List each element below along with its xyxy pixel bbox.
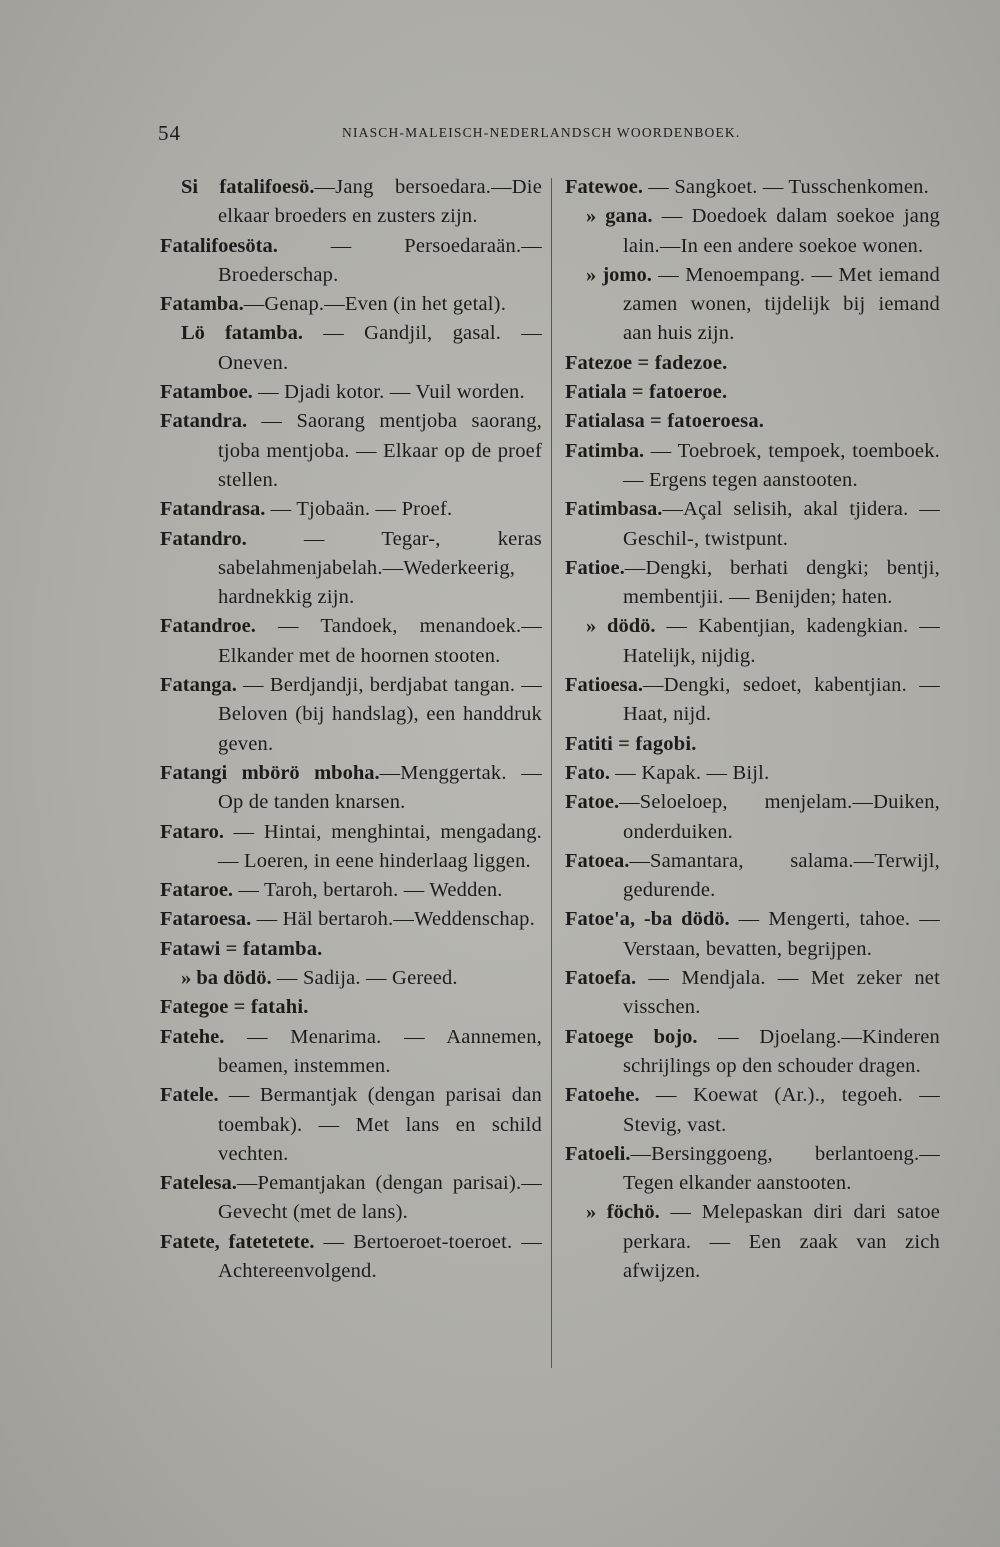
entry-definition: —Samantara, salama.—Terwijl, gedurende. [623, 849, 940, 902]
dictionary-entry [565, 437, 940, 496]
dictionary-entry [565, 1140, 940, 1199]
dictionary-entry [160, 319, 542, 378]
entry-headword: Fataroe. [160, 879, 234, 902]
entry-headword: Fatimbasa. [565, 498, 663, 521]
entry-definition: — Kapak. — Bijl. [609, 761, 770, 784]
entry-definition: —Menggertak. — Op de tanden knarsen. [218, 761, 542, 814]
entry-definition: = fadezoe. [632, 351, 728, 374]
dictionary-entry [160, 671, 542, 759]
entry-definition: — Tjobaän. — Proef. [265, 498, 453, 521]
entry-headword: Fatewoe. [565, 176, 643, 198]
entry-definition: — Gandjil, gasal. — Oneven. [218, 322, 542, 374]
entry-definition: — Djadi kotor. — Vuil worden. [252, 381, 525, 404]
dictionary-entry [160, 1081, 542, 1169]
dictionary-entry [160, 525, 542, 613]
right-column [565, 173, 940, 1286]
entry-headword: Fatoe'a, -ba dödö. [565, 908, 730, 931]
dictionary-entry [160, 1169, 542, 1228]
dictionary-entry [160, 935, 542, 964]
entry-definition: — Djoelang.—Kinderen schrijlings op den schouder dragen. [623, 1025, 940, 1077]
dictionary-entry [565, 407, 940, 436]
entry-definition: — Tandoek, menandoek.—Elkander met de hoornen stooten. [218, 615, 542, 667]
dictionary-entry [565, 847, 940, 906]
entry-definition: —Seloeloep, menjelam.—Duiken, onderduiken. [619, 791, 940, 843]
entry-headword: Fato. [565, 761, 610, 784]
entry-headword: Fatoe. [565, 791, 620, 814]
entry-definition: = fatoeroe. [626, 381, 728, 404]
dictionary-entry [565, 261, 940, 349]
entry-headword: Fatialasa [565, 410, 645, 433]
entry-headword: Fatoeli. [565, 1142, 631, 1165]
entry-definition: —Jang bersoedara.—Die elkaar broeders en zusters zijn. [218, 176, 543, 228]
entry-headword: » föchö. [586, 1201, 660, 1224]
dictionary-entry [160, 407, 542, 495]
dictionary-entry [160, 1023, 542, 1082]
entry-definition: — Berdjandji, berdjabat tangan. — Beloven (bij handslag), een handdruk geven. [218, 674, 542, 755]
entry-definition: — Sadija. — Gereed. [271, 967, 458, 990]
entry-headword: Fatoea. [565, 849, 630, 872]
dictionary-entry [160, 993, 542, 1022]
entry-definition: — Häl bertaroh.—Weddenschap. [251, 908, 535, 931]
dictionary-entry [565, 202, 940, 261]
entry-headword: » gana. [586, 205, 653, 228]
entry-headword: Fatangi mbörö mboha. [160, 761, 380, 784]
entry-definition: —Genap.—Even (in het getal). [243, 293, 507, 316]
dictionary-entry [565, 1023, 940, 1082]
entry-headword: Fataro. [160, 820, 224, 843]
entry-definition: — Mengerti, tahoe. — Verstaan, bevatten, begrijpen. [623, 908, 940, 960]
dictionary-entry [565, 378, 940, 407]
entry-headword: Fatiala [565, 381, 627, 404]
entry-headword: » dödö. [586, 615, 656, 638]
entry-definition: = fatamba. [220, 937, 323, 960]
dictionary-entry [160, 612, 542, 671]
dictionary-entry [160, 290, 542, 319]
dictionary-entry [565, 554, 940, 613]
dictionary-entry [160, 964, 542, 993]
entry-definition: — Persoedaraän.—Broederschap. [218, 234, 542, 286]
entry-headword: Fataroesa. [160, 908, 252, 931]
entry-definition: — Menarima. — Aannemen, beamen, instemmen. [218, 1025, 542, 1077]
entry-headword: Fatehe. [160, 1025, 225, 1048]
entry-definition: — Tegar-, keras sabelahmenjabelah.—Wederkeerig, hardnekkig zijn. [218, 527, 542, 609]
dictionary-entry [160, 876, 542, 905]
dictionary-entry [565, 671, 940, 730]
entry-definition: — Doedoek dalam soekoe jang lain.—In een andere soekoe wonen. [623, 205, 940, 257]
entry-headword: » ba dödö. [181, 967, 272, 990]
dictionary-entry [565, 173, 940, 202]
entry-headword: Fatawi [160, 937, 221, 960]
entry-headword: Fatandroe. [160, 615, 256, 638]
dictionary-entry [565, 349, 940, 378]
dictionary-entry [565, 1198, 940, 1286]
dictionary-entry [160, 495, 542, 524]
entry-headword: Fatoefa. [565, 967, 637, 990]
entry-definition: — Sangkoet. — Tusschenkomen. [642, 176, 929, 198]
entry-definition: —Bersinggoeng, berlantoeng.—Tegen elkander aanstooten. [623, 1142, 940, 1195]
entry-definition: — Bermantjak (dengan parisai dan toembak). — Met lans en schild vechten. [218, 1084, 542, 1165]
dictionary-entry [565, 612, 940, 671]
entry-headword: Fatimba. [565, 439, 645, 462]
column-divider [551, 178, 552, 1368]
dictionary-entry [565, 964, 940, 1023]
entry-headword: Fatamba. [160, 293, 244, 316]
entry-definition: = fagobi. [612, 732, 697, 755]
entry-definition: — Kabentjian, kadengkian. — Hatelijk, nijdig. [623, 615, 940, 667]
entry-headword: Fatalifoesöta. [160, 234, 278, 257]
entry-definition: — Taroh, bertaroh. — Wedden. [233, 879, 503, 902]
dictionary-entry [160, 173, 542, 232]
entry-headword: » jomo. [586, 263, 652, 286]
dictionary-entry [565, 788, 940, 847]
entry-headword: Fatelesa. [160, 1172, 237, 1195]
dictionary-entry [565, 730, 940, 759]
dictionary-entry [160, 759, 542, 818]
dictionary-entry [160, 232, 542, 291]
entry-headword: Fatioe. [565, 556, 625, 579]
entry-definition: — Melepaskan diri dari satoe perkara. — Een zaak van zich afwijzen. [623, 1201, 940, 1282]
running-title: NIASCH-MALEISCH-NEDERLANDSCH WOORDENBOEK. [342, 125, 741, 140]
entry-definition: — Saorang mentjoba saorang, tjoba mentjoba. — Elkaar op de proef stellen. [218, 410, 542, 491]
entry-headword: Fategoe [160, 996, 229, 1019]
entry-definition: — Menoempang. — Met iemand zamen wonen, tijdelijk bij iemand aan huis zijn. [623, 263, 941, 345]
entry-headword: Fatoege bojo. [565, 1025, 698, 1048]
dictionary-entry [565, 759, 940, 788]
dictionary-entry [160, 818, 542, 877]
entry-definition: = fatoeroesa. [644, 410, 765, 433]
entry-definition: —Açal selisih, akal tjidera. — Geschil-, twistpunt. [623, 498, 940, 550]
entry-definition: — Toebroek, tempoek, toemboek. — Ergens tegen aanstooten. [623, 439, 940, 491]
entry-headword: Fatioesa. [565, 674, 643, 697]
dictionary-entry [160, 905, 542, 934]
entry-definition: = fatahi. [228, 996, 309, 1019]
entry-definition: — Hintai, menghintai, mengadang. — Loeren, in eene hinderlaag liggen. [218, 820, 542, 872]
entry-headword: Si fatalifoesö. [181, 176, 315, 198]
entry-definition: —Dengki, berhati dengki; bentji, membentjii. — Benijden; haten. [623, 556, 940, 609]
entry-headword: Fatiti [565, 732, 613, 755]
dictionary-entry [565, 905, 940, 964]
entry-headword: Fatanga. [160, 674, 237, 697]
dictionary-entry [565, 1081, 940, 1140]
entry-headword: Fatandro. [160, 527, 247, 550]
entry-headword: Fatoehe. [565, 1084, 640, 1107]
entry-headword: Fatele. [160, 1084, 219, 1107]
entry-headword: Fatamboe. [160, 381, 253, 404]
entry-definition: —Pemantjakan (dengan parisai).—Gevecht (met de lans). [218, 1172, 542, 1224]
page-number: 54 [158, 121, 181, 145]
entry-headword: Lö fatamba. [181, 322, 303, 345]
dictionary-entry [565, 495, 940, 554]
entry-definition: — Mendjala. — Met zeker net visschen. [623, 967, 940, 1019]
entry-headword: Fatandra. [160, 410, 248, 433]
entry-headword: Fatezoe [565, 351, 633, 374]
entry-definition: — Bertoeroet-toeroet. — Achtereenvolgend. [218, 1230, 543, 1282]
dictionary-entry [160, 378, 542, 407]
entry-definition: —Dengki, sedoet, kabentjian. — Haat, nijd. [623, 674, 940, 726]
entry-headword: Fatandrasa. [160, 498, 266, 521]
entry-headword: Fatete, fatetetete. [160, 1230, 315, 1253]
entry-definition: — Koewat (Ar.)., tegoeh. — Stevig, vast. [623, 1084, 940, 1136]
left-column [160, 173, 542, 1286]
dictionary-entry [160, 1228, 542, 1287]
